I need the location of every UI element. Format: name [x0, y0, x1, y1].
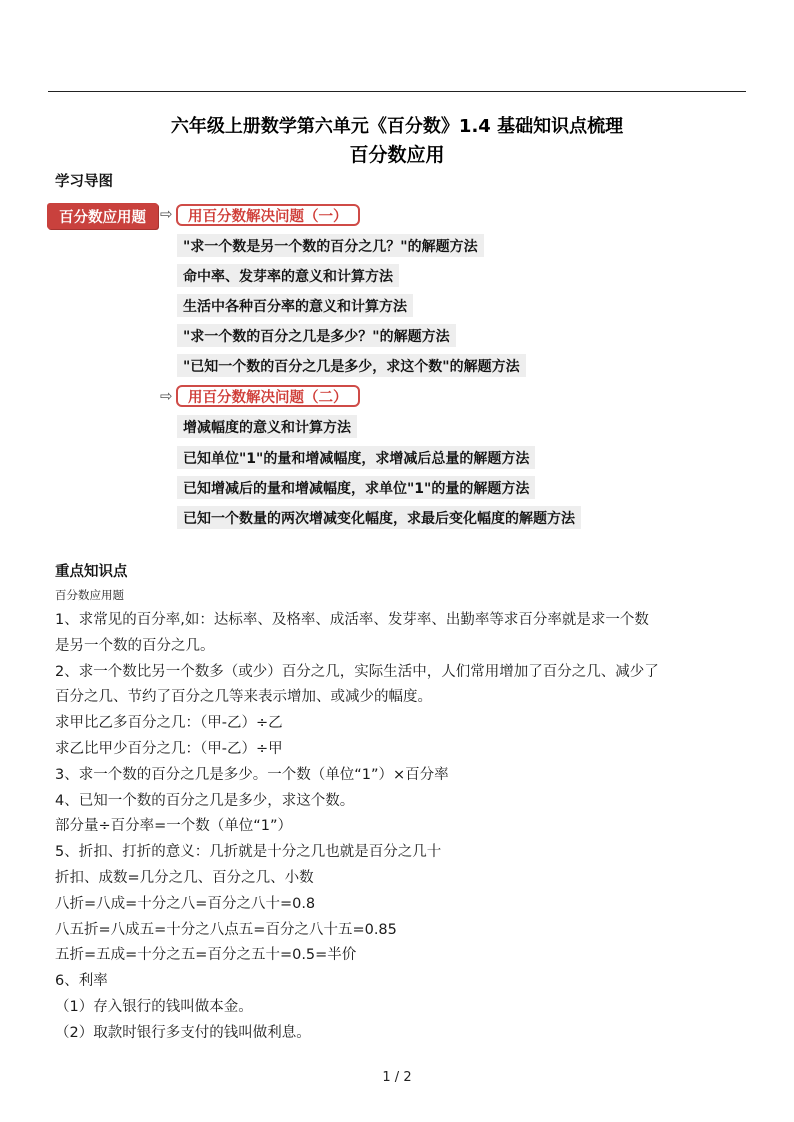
- knowledge-line: 求乙比甲少百分之几：（甲-乙）÷甲: [55, 740, 283, 757]
- knowledge-line: 五折=五成=十分之五=百分之五十=0.5=半价: [55, 947, 357, 964]
- mindmap-leaf: 已知一个数量的两次增减变化幅度，求最后变化幅度的解题方法: [177, 506, 581, 529]
- knowledge-line: （1）存入银行的钱叫做本金。: [55, 998, 253, 1015]
- mindmap-leaf: "求一个数的百分之几是多少？"的解题方法: [177, 324, 456, 347]
- knowledge-line: 5、折扣、打折的意义：几折就是十分之几也就是百分之几十: [55, 844, 442, 861]
- arrow-right-icon: ⇨: [160, 387, 173, 405]
- mindmap-branch-1: 用百分数解决问题（一）: [176, 204, 360, 226]
- mindmap-leaf: 生活中各种百分率的意义和计算方法: [177, 294, 413, 317]
- mindmap-leaf: 已知增减后的量和增减幅度，求单位"1"的量的解题方法: [177, 476, 535, 499]
- knowledge-heading: 重点知识点: [55, 564, 128, 580]
- knowledge-line: 八折=八成=十分之八=百分之八十=0.8: [55, 895, 316, 912]
- knowledge-line: 4、已知一个数的百分之几是多少，求这个数。: [55, 792, 355, 809]
- knowledge-line: 八五折=八成五=十分之八点五=百分之八十五=0.85: [55, 921, 397, 938]
- knowledge-line: 3、求一个数的百分之几是多少。一个数（单位“1”）×百分率: [55, 766, 449, 783]
- knowledge-line: 求甲比乙多百分之几：（甲-乙）÷乙: [55, 715, 283, 732]
- knowledge-line: 百分之几、节约了百分之几等来表示增加、或减少的幅度。: [55, 689, 432, 706]
- mindmap-root: 百分数应用题: [47, 203, 158, 229]
- knowledge-content: [55, 608, 745, 1047]
- page-title: 六年级上册数学第六单元《百分数》1.4 基础知识点梳理: [170, 116, 624, 137]
- knowledge-line: 折扣、成数=几分之几、百分之几、小数: [55, 869, 314, 886]
- mindmap-leaf: 命中率、发芽率的意义和计算方法: [177, 264, 399, 287]
- knowledge-line: 1、求常见的百分率,如：达标率、及格率、成活率、发芽率、出勤率等求百分率就是求一个数: [55, 612, 649, 628]
- mindmap-leaf: 增减幅度的意义和计算方法: [177, 415, 357, 438]
- mindmap-leaf: "求一个数是另一个数的百分之几？"的解题方法: [177, 234, 484, 257]
- knowledge-line: 部分量÷百分率=一个数（单位“1”）: [55, 818, 293, 835]
- knowledge-line: 2、求一个数比另一个数多（或少）百分之几，实际生活中，人们常用增加了百分之几、减少了: [55, 663, 659, 680]
- knowledge-line: 是另一个数的百分之几。: [55, 637, 215, 654]
- mindmap-leaf: 已知单位"1"的量和增减幅度，求增减后总量的解题方法: [177, 446, 535, 469]
- header-rule: [48, 91, 746, 92]
- mindmap-branch-2: 用百分数解决问题（二）: [176, 385, 360, 407]
- knowledge-sublabel: 百分数应用题: [55, 588, 124, 602]
- mindmap-heading: 学习导图: [55, 174, 113, 190]
- arrow-right-icon: ⇨: [160, 205, 173, 223]
- page-number: 1 / 2: [382, 1070, 412, 1085]
- page-subtitle: 百分数应用: [349, 144, 445, 166]
- knowledge-line: 6、利率: [55, 973, 108, 990]
- mindmap-leaf: "已知一个数的百分之几是多少，求这个数"的解题方法: [177, 354, 526, 377]
- knowledge-line: （2）取款时银行多支付的钱叫做利息。: [55, 1024, 311, 1041]
